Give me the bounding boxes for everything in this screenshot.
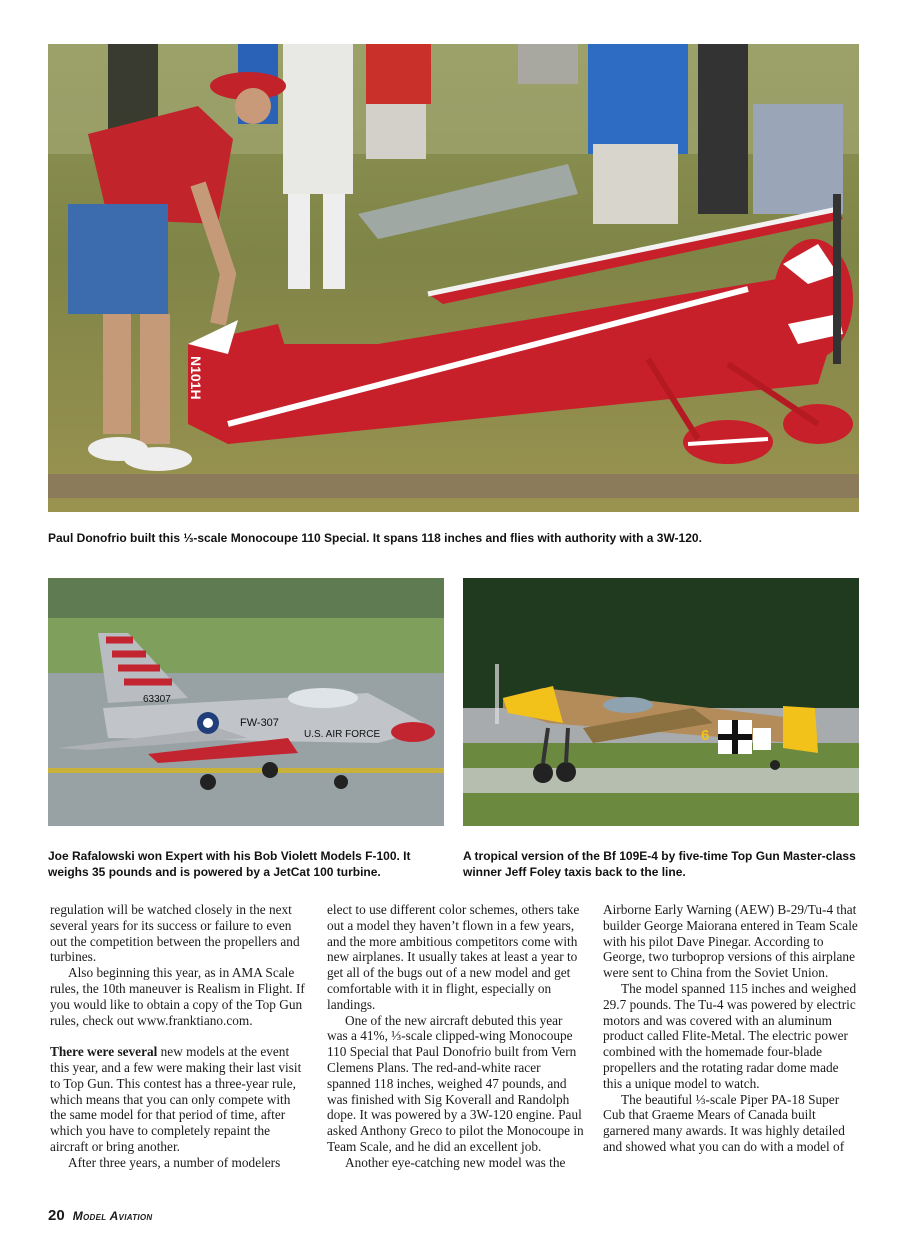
- paragraph: Also beginning this year, as in AMA Scale rules, the 10th maneuver is Realism in Flight. If you would like to obtain a copy of the Top Gun rules, check out www.franktiano.com.: [50, 965, 305, 1028]
- paragraph: regulation will be watched closely in the next several years for its success or failure to even out the competition between the propellers and turbines.: [50, 902, 300, 965]
- bf109-illustration: [463, 578, 859, 826]
- paragraph: Another eye-catching new model was the: [345, 1154, 566, 1170]
- paragraph: [50, 1044, 308, 1155]
- f100-fuselage-code: FW-307: [240, 717, 279, 729]
- photo-f100: [48, 578, 444, 826]
- caption-monocoupe: Paul Donofrio built this ⅓-scale Monocoupe 110 Special. It spans 118 inches and flies with authority with a 3W-120.: [48, 531, 702, 545]
- caption-f100: Joe Rafalowski won Expert with his Bob Violett Models F-100. It weighs 35 pounds and is powered by a JetCat 100 turbine.: [48, 849, 411, 879]
- text-column-3: [603, 902, 861, 1155]
- f100-tail-number: 63307: [143, 694, 171, 705]
- magazine-name: Model Aviation: [72, 1209, 153, 1223]
- paragraph-text: new models at the event this year, and a few were making their last visit to Top Gun. This contest has a three-year rule, which means that you can only compete with the same model for that period of time, after which you have to completely repaint the aircraft or bring another.: [50, 1044, 302, 1154]
- text-column-2: [327, 902, 585, 1171]
- photo-bf109: [463, 578, 859, 826]
- text-column-1: [50, 902, 308, 1171]
- page-number: 20: [48, 1207, 65, 1224]
- bf109-nose-number: 6: [701, 727, 710, 744]
- caption-bf109: A tropical version of the Bf 109E-4 by five-time Top Gun Master-class winner Jeff Foley taxis back to the line.: [463, 849, 856, 879]
- monocoupe-registration: N101H: [188, 356, 204, 400]
- paragraph: The model spanned 115 inches and weighed 29.7 pounds. The Tu-4 was powered by electric motors and was covered with an aluminum product called Flite-Metal. The electric power combined with the homemade four-blade propellers and the rotating radar dome made this a unique model to watch.: [603, 980, 857, 1091]
- f100-fuselage-text: U.S. AIR FORCE: [304, 729, 381, 740]
- run-in-heading: There were several: [50, 1044, 158, 1060]
- page-folio: [48, 1207, 153, 1227]
- paragraph: After three years, a number of modelers: [68, 1154, 281, 1170]
- paragraph: The beautiful ⅓-scale Piper PA-18 Super Cub that Graeme Mears of Canada built garnered many awards. It was highly detailed and showed what you can do with a model of: [603, 1091, 845, 1154]
- paragraph: One of the new aircraft debuted this year was a 41%, ⅓-scale clipped-wing Monocoupe 110 Special that Paul Donofrio built from Vern Clemens Plans. The red-and-white racer spanned 118 inches, weighed 47 pounds, and was finished with Sig Koverall and Randolph dope. It was powered by a 3W-120 engine. Paul asked Anthony Greco to pilot the Monocoupe in Team Scale, and he did an excellent job.: [327, 1012, 584, 1154]
- monocoupe-illustration: [48, 44, 859, 512]
- paragraph: elect to use different color schemes, others take out a model they haven’t flown in a few years, and the more ambitious competitors come with new airplanes. It usually takes at least a year to get all of the bugs out of a new model and get comfortable with it in flight, especially on landings.: [327, 902, 580, 1012]
- paragraph: Airborne Early Warning (AEW) B-29/Tu-4 that builder George Maiorana entered in Team Scale with his pilot Dave Pinegar. According to George, two turboprop versions of this airplane were sent to China from the Soviet Union.: [603, 902, 858, 981]
- f100-illustration: [48, 578, 444, 826]
- photo-monocoupe: [48, 44, 859, 512]
